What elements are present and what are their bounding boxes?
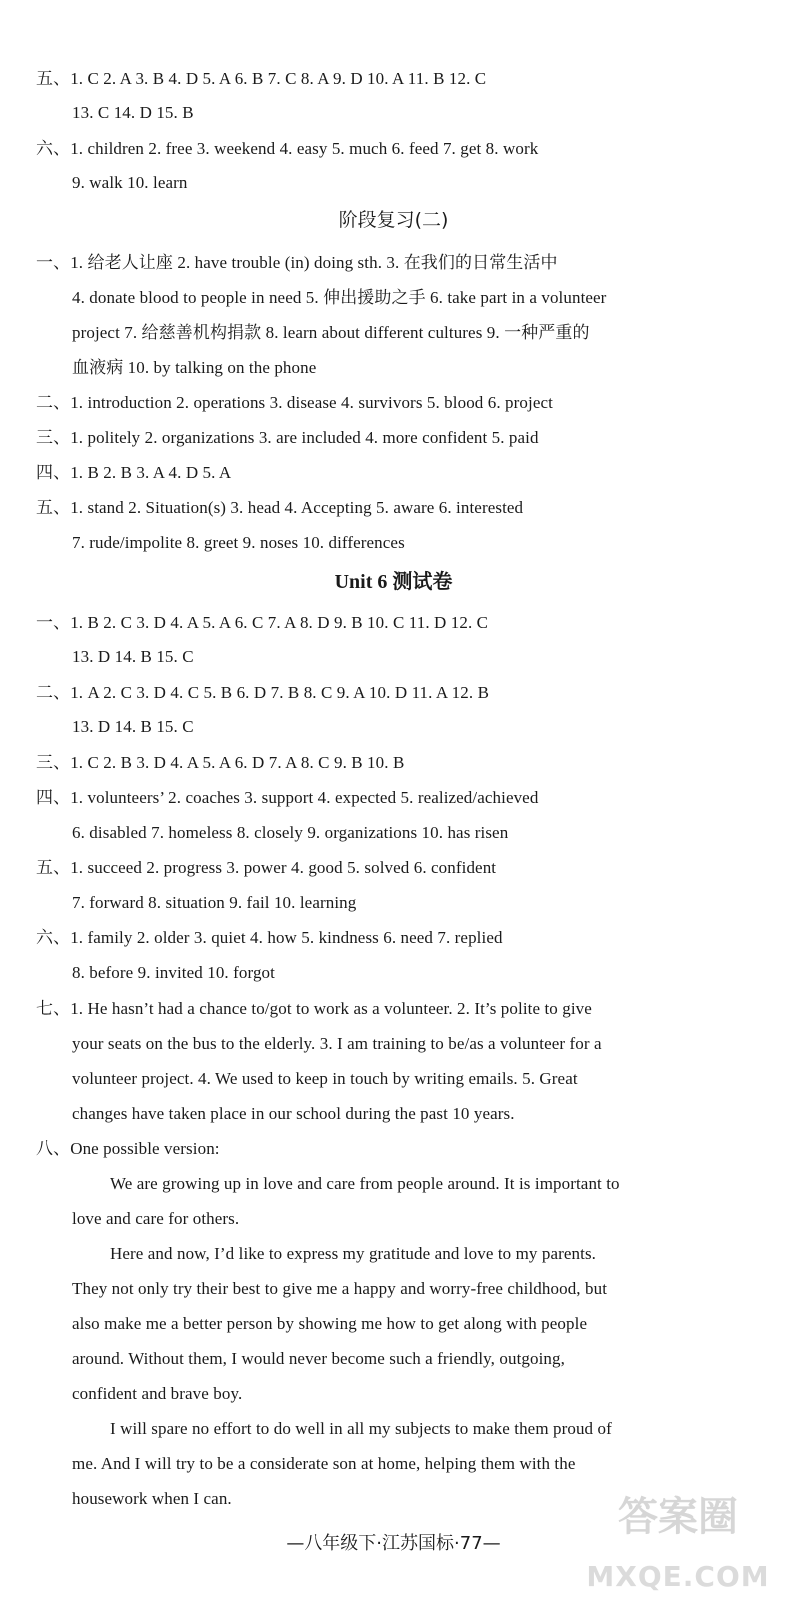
answer-line: changes have taken place in our school during the past 10 years. <box>72 1104 515 1123</box>
answer-line: 一、1. B 2. C 3. D 4. A 5. A 6. C 7. A 8. D 9. B 10. C 11. D 12. C <box>36 613 489 632</box>
answer-line: 13. D 14. B 15. C <box>72 647 194 666</box>
section-heading-review: 阶段复习(二) <box>338 209 449 231</box>
answer-line: 四、1. volunteers’ 2. coaches 3. support 4. expected 5. realized/achieved <box>36 788 539 807</box>
essay-line: We are growing up in love and care from people around. It is important to <box>110 1174 620 1193</box>
answer-line: 三、1. C 2. B 3. D 4. A 5. A 6. D 7. A 8. C 9. B 10. B <box>36 753 405 772</box>
answer-line: 6. disabled 7. homeless 8. closely 9. organizations 10. has risen <box>72 823 509 842</box>
answer-line: 五、1. C 2. A 3. B 4. D 5. A 6. B 7. C 8. A 9. D 10. A 11. B 12. C <box>36 69 487 88</box>
answer-line: volunteer project. 4. We used to keep in touch by writing emails. 5. Great <box>72 1069 578 1088</box>
answer-line: 二、1. A 2. C 3. D 4. C 5. B 6. D 7. B 8. C 9. A 10. D 11. A 12. B <box>36 683 490 702</box>
answer-line: your seats on the bus to the elderly. 3. I am training to be/as a volunteer for a <box>72 1034 602 1053</box>
essay-line: Here and now, I’d like to express my gratitude and love to my parents. <box>110 1244 597 1263</box>
answer-line: 8. before 9. invited 10. forgot <box>72 963 275 982</box>
essay-line: They not only try their best to give me a happy and worry-free childhood, but <box>72 1279 608 1298</box>
answer-line: 一、1. 给老人让座 2. have trouble (in) doing sth. 3. 在我们的日常生活中 <box>36 253 558 272</box>
essay-line: confident and brave boy. <box>72 1384 243 1403</box>
section-heading-unit6: Unit 6 测试卷 <box>334 571 453 593</box>
answer-line: 六、1. children 2. free 3. weekend 4. easy 5. much 6. feed 7. get 8. work <box>36 139 539 158</box>
answer-line: 血液病 10. by talking on the phone <box>72 358 317 377</box>
essay-line: I will spare no effort to do well in all my subjects to make them proud of <box>110 1419 612 1438</box>
essay-line: me. And I will try to be a considerate son at home, helping them with the <box>72 1454 576 1473</box>
answer-line: 四、1. B 2. B 3. A 4. D 5. A <box>36 463 232 482</box>
answer-line: 七、1. He hasn’t had a chance to/got to work as a volunteer. 2. It’s polite to give <box>36 999 592 1018</box>
answer-line: 13. D 14. B 15. C <box>72 717 194 736</box>
page-footer: —八年级下·江苏国标·77— <box>286 1533 501 1554</box>
essay-line: love and care for others. <box>72 1209 240 1228</box>
answer-line: 六、1. family 2. older 3. quiet 4. how 5. kindness 6. need 7. replied <box>36 928 503 947</box>
watermark-logo-text: 答案圈 <box>618 1494 738 1540</box>
answer-line: 三、1. politely 2. organizations 3. are included 4. more confident 5. paid <box>36 428 539 447</box>
watermark-logo <box>603 1475 753 1545</box>
answer-line: 4. donate blood to people in need 5. 伸出援助之手 6. take part in a volunteer <box>72 288 607 307</box>
answer-line: 9. walk 10. learn <box>72 173 188 192</box>
answer-line: project 7. 给慈善机构捐款 8. learn about different cultures 9. 一种严重的 <box>72 323 590 342</box>
answer-line: 五、1. stand 2. Situation(s) 3. head 4. Accepting 5. aware 6. interested <box>36 498 524 517</box>
essay-line: also make me a better person by showing me how to get along with people <box>72 1314 588 1333</box>
watermark <box>583 1475 773 1593</box>
answer-line: 13. C 14. D 15. B <box>72 103 194 122</box>
answer-line: 二、1. introduction 2. operations 3. disease 4. survivors 5. blood 6. project <box>36 393 553 412</box>
answer-line: 五、1. succeed 2. progress 3. power 4. good 5. solved 6. confident <box>36 858 497 877</box>
watermark-site: MXQE.COM <box>586 1560 770 1593</box>
essay-line: around. Without them, I would never become such a friendly, outgoing, <box>72 1349 565 1368</box>
answer-line: 7. forward 8. situation 9. fail 10. learning <box>72 893 357 912</box>
essay-line: housework when I can. <box>72 1489 232 1508</box>
answer-line: 7. rude/impolite 8. greet 9. noses 10. differences <box>72 533 405 552</box>
answer-line: 八、One possible version: <box>36 1139 220 1158</box>
